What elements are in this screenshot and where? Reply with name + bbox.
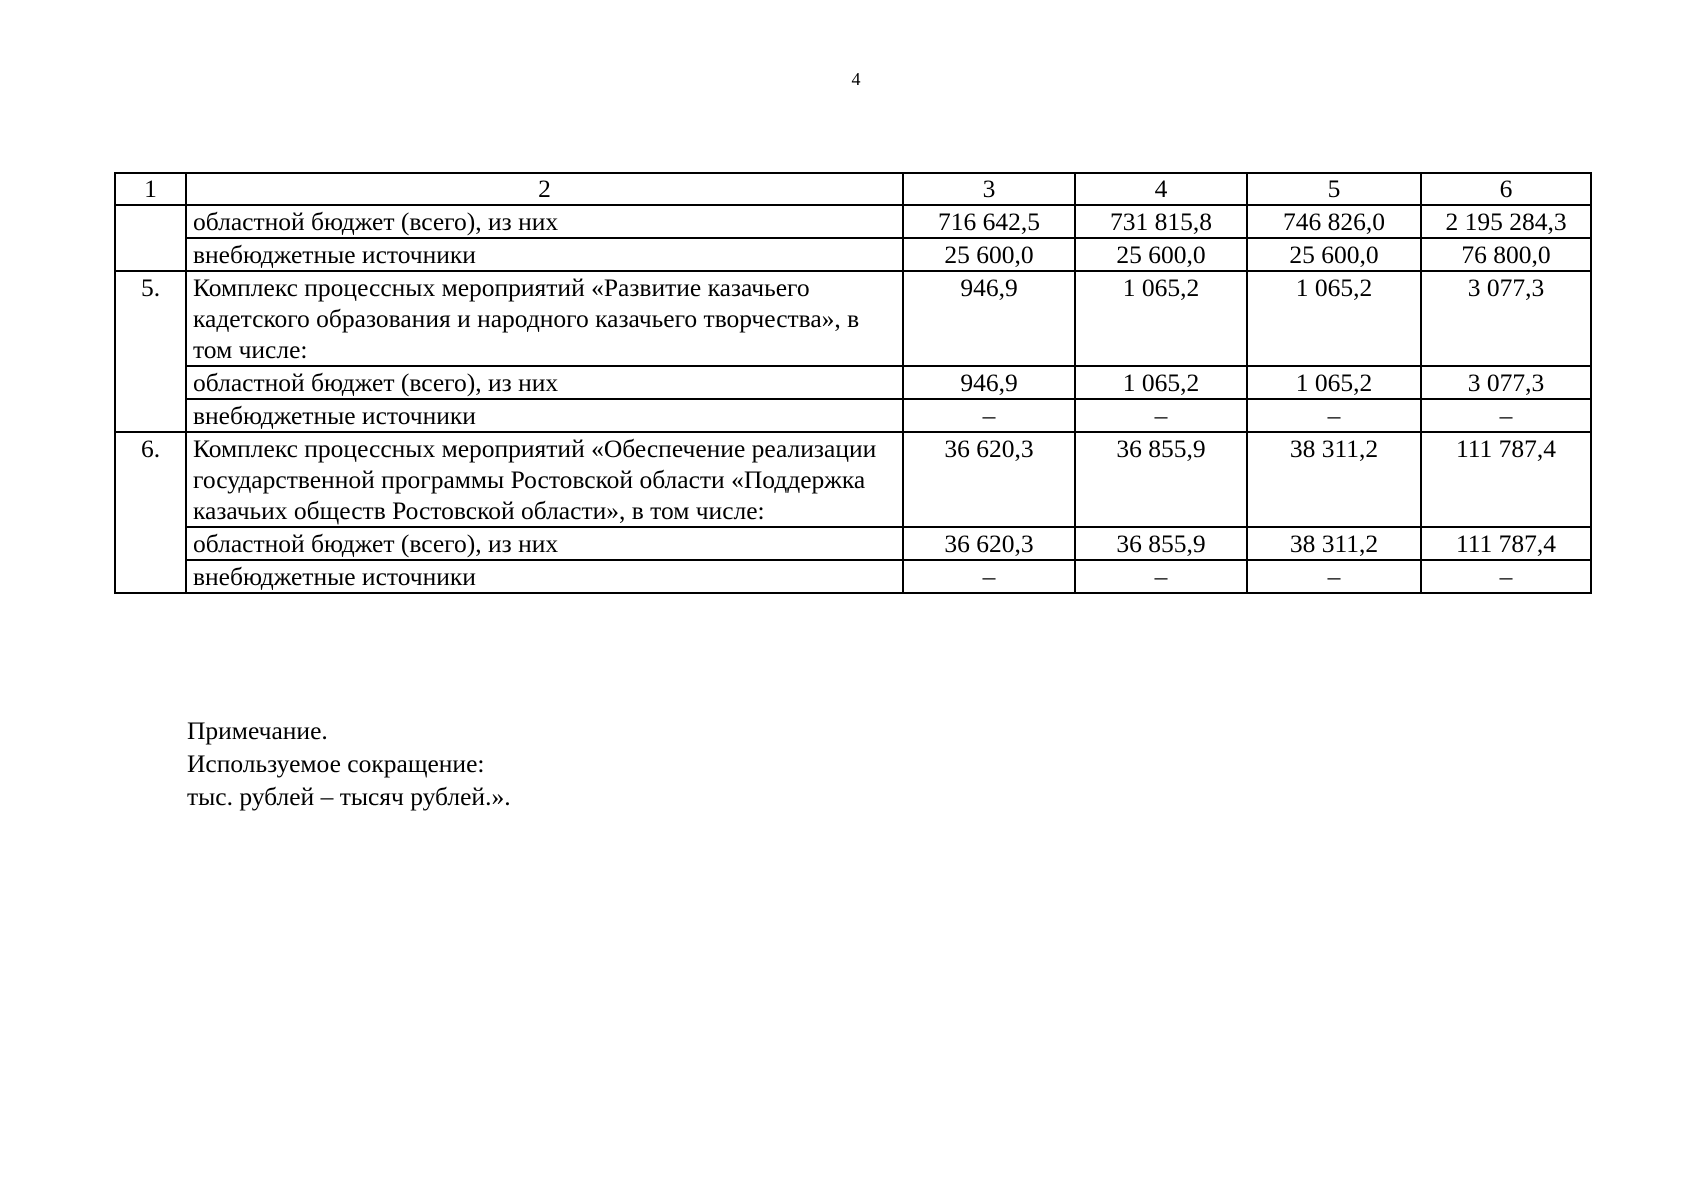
table-row — [115, 560, 1591, 593]
value-cell: – — [1075, 399, 1247, 432]
budget-table — [114, 172, 1592, 594]
row-name-cell: внебюджетные источники — [186, 560, 903, 593]
value-cell: 2 195 284,3 — [1421, 205, 1591, 238]
note-title: Примечание. — [187, 716, 328, 745]
value-cell: 746 826,0 — [1247, 205, 1421, 238]
value-cell: 1 065,2 — [1247, 271, 1421, 366]
header-cell: 1 — [115, 173, 186, 205]
row-name-cell: областной бюджет (всего), из них — [186, 366, 903, 399]
value-cell: 3 077,3 — [1421, 366, 1591, 399]
value-cell: 25 600,0 — [1247, 238, 1421, 271]
value-cell: 716 642,5 — [903, 205, 1075, 238]
value-cell: – — [1421, 399, 1591, 432]
row-number-cell: 5. — [115, 271, 186, 432]
value-cell: 1 065,2 — [1075, 366, 1247, 399]
table-row — [115, 366, 1591, 399]
value-cell: 76 800,0 — [1421, 238, 1591, 271]
note-block — [187, 714, 511, 813]
value-cell: 25 600,0 — [1075, 238, 1247, 271]
value-cell: 36 855,9 — [1075, 527, 1247, 560]
value-cell: 3 077,3 — [1421, 271, 1591, 366]
header-cell: 5 — [1247, 173, 1421, 205]
value-cell: 36 620,3 — [903, 527, 1075, 560]
table-row — [115, 205, 1591, 238]
value-cell: 731 815,8 — [1075, 205, 1247, 238]
value-cell: 1 065,2 — [1075, 271, 1247, 366]
value-cell: 25 600,0 — [903, 238, 1075, 271]
value-cell: 38 311,2 — [1247, 432, 1421, 527]
value-cell: – — [903, 399, 1075, 432]
value-cell: – — [1421, 560, 1591, 593]
value-cell: – — [1075, 560, 1247, 593]
value-cell: – — [1247, 560, 1421, 593]
header-cell: 3 — [903, 173, 1075, 205]
value-cell: 946,9 — [903, 366, 1075, 399]
value-cell: 1 065,2 — [1247, 366, 1421, 399]
table-header-row — [115, 173, 1591, 205]
table-row — [115, 238, 1591, 271]
row-name-cell: Комплекс процессных мероприятий «Обеспечение реализации государственной программы Ростовской области «Поддержка казачьих обществ Ростовской области», в том числе: — [186, 432, 903, 527]
row-number-cell: 6. — [115, 432, 186, 593]
table-row — [115, 399, 1591, 432]
header-cell: 4 — [1075, 173, 1247, 205]
row-number-cell — [115, 205, 186, 271]
note-line: тыс. рублей – тысяч рублей.». — [187, 782, 511, 811]
table-row — [115, 527, 1591, 560]
header-cell: 6 — [1421, 173, 1591, 205]
table-row — [115, 271, 1591, 366]
row-name-cell: областной бюджет (всего), из них — [186, 205, 903, 238]
table-row — [115, 432, 1591, 527]
value-cell: 946,9 — [903, 271, 1075, 366]
value-cell: – — [903, 560, 1075, 593]
row-name-cell: внебюджетные источники — [186, 238, 903, 271]
value-cell: 111 787,4 — [1421, 432, 1591, 527]
row-name-cell: областной бюджет (всего), из них — [186, 527, 903, 560]
row-name-cell: внебюджетные источники — [186, 399, 903, 432]
note-line: Используемое сокращение: — [187, 749, 485, 778]
value-cell: 36 620,3 — [903, 432, 1075, 527]
value-cell: 38 311,2 — [1247, 527, 1421, 560]
value-cell: 111 787,4 — [1421, 527, 1591, 560]
value-cell: 36 855,9 — [1075, 432, 1247, 527]
page-number: 4 — [851, 69, 861, 89]
header-cell: 2 — [186, 173, 903, 205]
row-name-cell: Комплекс процессных мероприятий «Развитие казачьего кадетского образования и народного казачьего творчества», в том числе: — [186, 271, 903, 366]
value-cell: – — [1247, 399, 1421, 432]
